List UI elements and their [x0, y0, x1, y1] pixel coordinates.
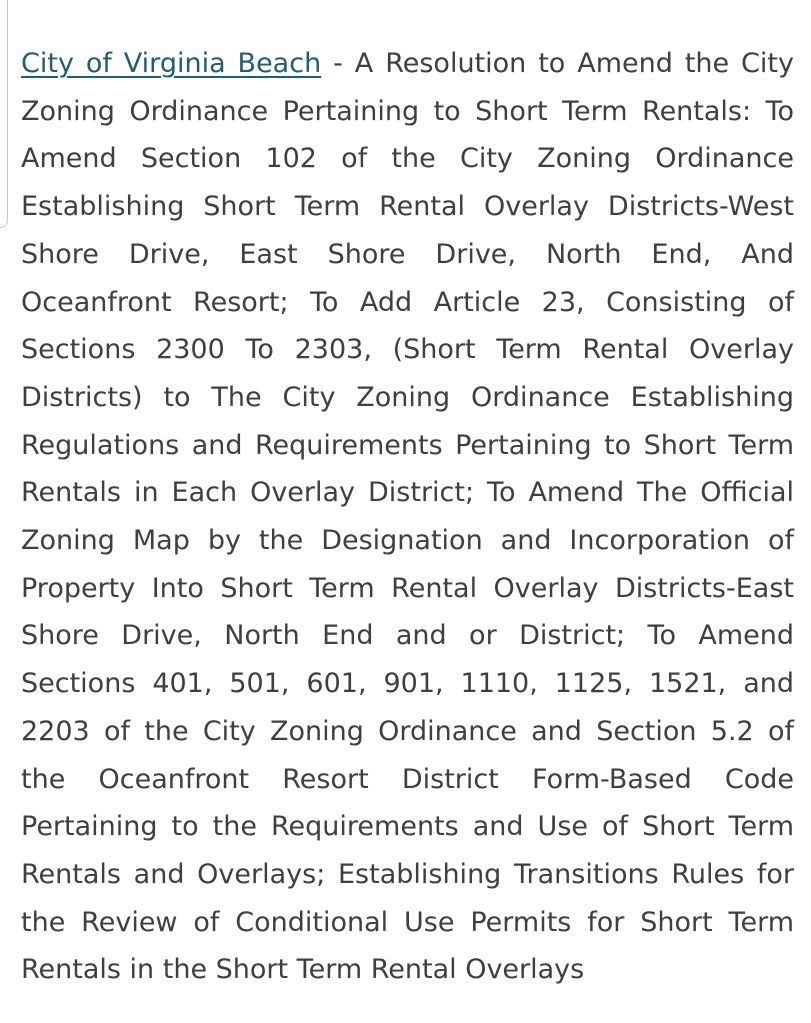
ordinance-entry: [21, 40, 794, 994]
left-border-decoration: [0, 0, 8, 228]
city-link[interactable]: City of Virginia Beach: [21, 48, 322, 79]
entry-description: A Resolution to Amend the City Zoning Ordinance Pertaining to Short Term Rentals: To Amend Section 102 of the City Zoning Ordinance Establishing Short Term Rental Overlay Districts-West Shore Drive, East Shore Drive, North End, And Oceanfront Resort; To Add Article 23, Consisting of Sections 2300 To 2303, (Short Term Rental Overlay Districts) to The City Zoning Ordinance Establishing Regulations and Requirements Pertaining to Short Term Rentals in Each Overlay District; To Amend The Official Zoning Map by the Designation and Incorporation of Property Into Short Term Rental Overlay Districts-East Shore Drive, North End and or District; To Amend Sections 401, 501, 601, 901, 1110, 1125, 1521, and 2203 of the City Zoning Ordinance and Section 5.2 of the Oceanfront Resort District Form-Based Code Pertaining to the Requirements and Use of Short Term Rentals and Overlays; Establishing Transitions Rules for the Review of Conditional Use Permits for Short Term Rentals in the Short Term Rental Overlays: [21, 48, 794, 986]
entry-separator: -: [321, 48, 355, 79]
